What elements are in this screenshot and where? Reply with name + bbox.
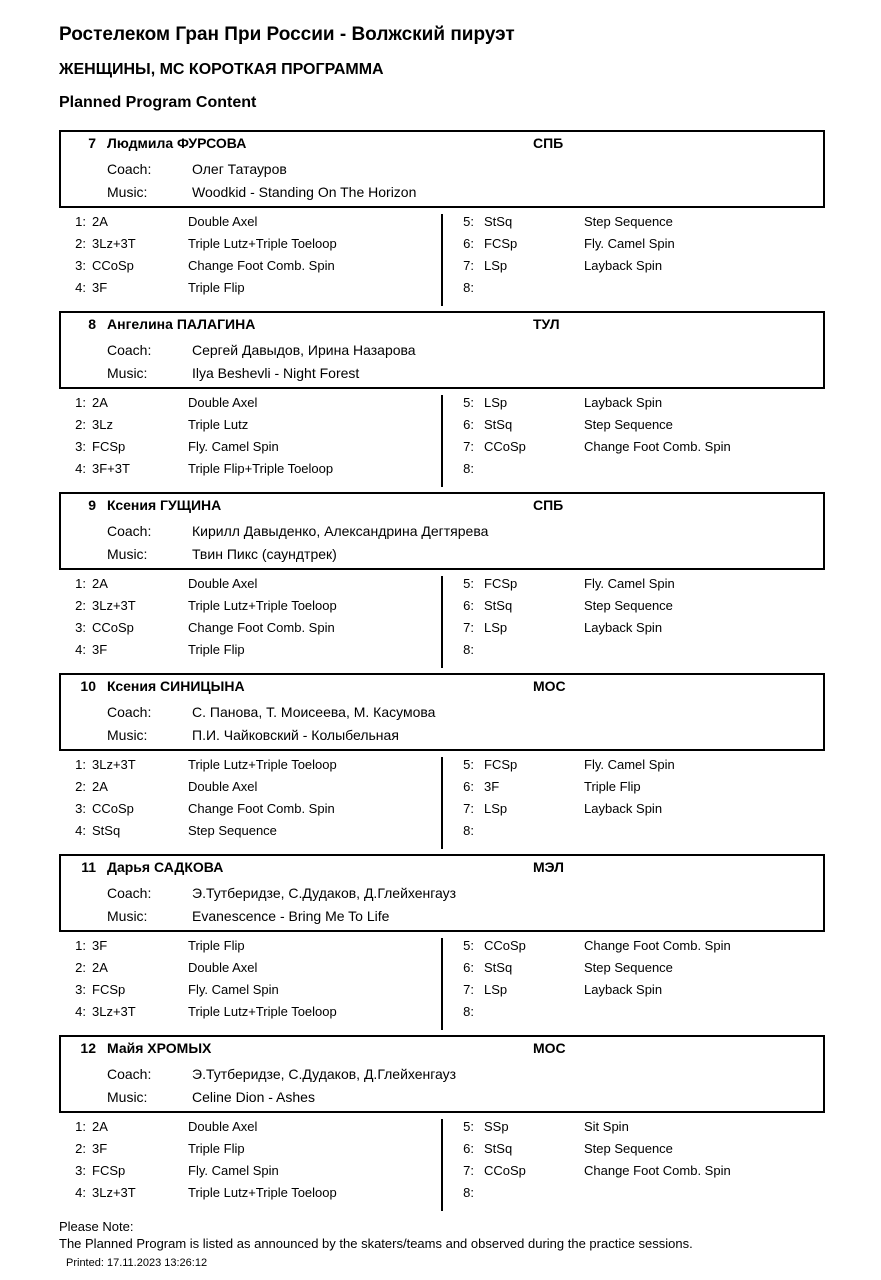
element-number: 2: (75, 417, 86, 432)
music-value: Celine Dion - Ashes (192, 1089, 315, 1105)
element-description: Triple Flip+Triple Toeloop (188, 461, 334, 476)
element-description: Change Foot Comb. Spin (584, 1163, 731, 1178)
element-number: 5: (463, 214, 474, 229)
music-value: Evanescence - Bring Me To Life (192, 908, 390, 924)
element-number: 3: (75, 439, 86, 454)
element-row (0, 236, 881, 256)
element-description: Fly. Camel Spin (188, 1163, 279, 1178)
element-number: 7: (463, 1163, 474, 1178)
element-code: LSp (484, 801, 508, 816)
element-number: 2: (75, 598, 86, 613)
element-code: 3F (92, 1141, 108, 1156)
element-number: 5: (463, 576, 474, 591)
skater-name: Людмила ФУРСОВА (107, 135, 247, 151)
skater-info-box (59, 311, 825, 389)
element-number: 6: (463, 960, 474, 975)
element-row (0, 598, 881, 618)
skater-block (0, 492, 881, 674)
element-number: 8: (463, 1185, 474, 1200)
element-number: 6: (463, 779, 474, 794)
skater-info-box (59, 492, 825, 570)
element-description: Triple Lutz+Triple Toeloop (188, 757, 337, 772)
music-value: Твин Пикс (саундтрек) (192, 546, 337, 562)
coach-value: С. Панова, Т. Моисеева, М. Касумова (192, 704, 436, 720)
element-code: FCSp (484, 757, 518, 772)
element-number: 8: (463, 823, 474, 838)
element-description: Triple Lutz+Triple Toeloop (188, 236, 337, 251)
element-code: LSp (484, 258, 508, 273)
element-row (0, 258, 881, 278)
coach-value: Сергей Давыдов, Ирина Назарова (192, 342, 416, 358)
element-code: 2A (92, 395, 108, 410)
element-code: SSp (484, 1119, 509, 1134)
element-description: Change Foot Comb. Spin (188, 620, 335, 635)
element-code: FCSp (92, 439, 126, 454)
coach-label: Coach: (107, 342, 152, 358)
element-number: 7: (463, 982, 474, 997)
element-list (0, 576, 881, 672)
element-description: Step Sequence (584, 960, 673, 975)
start-number: 10 (80, 678, 96, 694)
element-description: Triple Lutz (188, 417, 249, 432)
element-number: 3: (75, 1163, 86, 1178)
element-code: 3Lz+3T (92, 1004, 136, 1019)
element-description: Layback Spin (584, 801, 663, 816)
start-number: 9 (88, 497, 96, 513)
element-number: 6: (463, 236, 474, 251)
element-description: Triple Flip (584, 779, 641, 794)
element-description: Change Foot Comb. Spin (188, 801, 335, 816)
skater-name: Ксения ГУЩИНА (107, 497, 222, 513)
element-code: StSq (484, 1141, 513, 1156)
element-code: CCoSp (92, 258, 134, 273)
element-code: LSp (484, 620, 508, 635)
element-number: 3: (75, 258, 86, 273)
element-list (0, 395, 881, 491)
element-code: 3F (92, 280, 108, 295)
element-description: Triple Flip (188, 938, 245, 953)
skater-nation: СПБ (533, 497, 564, 513)
element-row (0, 779, 881, 799)
element-number: 8: (463, 461, 474, 476)
element-code: StSq (484, 598, 513, 613)
element-code: 2A (92, 779, 108, 794)
element-description: Layback Spin (584, 258, 663, 273)
element-description: Triple Lutz+Triple Toeloop (188, 1185, 337, 1200)
element-number: 4: (75, 1004, 86, 1019)
coach-label: Coach: (107, 704, 152, 720)
coach-value: Э.Тутберидзе, С.Дудаков, Д.Глейхенгауз (192, 885, 457, 901)
skater-info-box (59, 1035, 825, 1113)
element-code: FCSp (92, 1163, 126, 1178)
music-label: Music: (107, 365, 148, 381)
element-code: 3F (92, 938, 108, 953)
start-number: 8 (88, 316, 96, 332)
element-row (0, 1141, 881, 1161)
element-description: Triple Flip (188, 1141, 245, 1156)
note-text: The Planned Program is listed as announced by the skaters/teams and observed during the practice sessions. (59, 1236, 693, 1251)
element-row (0, 620, 881, 640)
element-code: CCoSp (92, 801, 134, 816)
element-number: 6: (463, 1141, 474, 1156)
element-number: 8: (463, 642, 474, 657)
element-description: Fly. Camel Spin (584, 576, 675, 591)
element-code: 2A (92, 1119, 108, 1134)
element-number: 1: (75, 395, 86, 410)
note-title: Please Note: (59, 1219, 134, 1234)
element-row (0, 576, 881, 596)
element-number: 3: (75, 620, 86, 635)
element-row (0, 642, 881, 662)
element-description: Double Axel (188, 1119, 258, 1134)
element-code: StSq (92, 823, 121, 838)
element-code: StSq (484, 417, 513, 432)
document-title: Ростелеком Гран При России - Волжский пируэт (59, 24, 515, 45)
skater-block (0, 673, 881, 855)
skater-nation: МОС (533, 678, 566, 694)
start-number: 7 (88, 135, 96, 151)
element-number: 8: (463, 280, 474, 295)
element-code: 3Lz (92, 417, 113, 432)
element-row (0, 1004, 881, 1024)
skater-info-box (59, 673, 825, 751)
element-number: 4: (75, 642, 86, 657)
element-number: 3: (75, 982, 86, 997)
element-description: Change Foot Comb. Spin (584, 439, 731, 454)
element-number: 1: (75, 576, 86, 591)
element-description: Triple Lutz+Triple Toeloop (188, 598, 337, 613)
element-number: 7: (463, 258, 474, 273)
element-code: StSq (484, 960, 513, 975)
element-number: 4: (75, 280, 86, 295)
element-description: Triple Flip (188, 642, 245, 657)
element-row (0, 801, 881, 821)
element-code: 3Lz+3T (92, 236, 136, 251)
element-code: CCoSp (484, 439, 526, 454)
element-list (0, 1119, 881, 1215)
element-number: 4: (75, 1185, 86, 1200)
element-code: 3F+3T (92, 461, 130, 476)
element-description: Fly. Camel Spin (188, 982, 279, 997)
start-number: 12 (80, 1040, 96, 1056)
element-number: 7: (463, 620, 474, 635)
element-description: Change Foot Comb. Spin (584, 938, 731, 953)
music-label: Music: (107, 908, 148, 924)
element-list (0, 214, 881, 310)
skater-nation: ТУЛ (533, 316, 560, 332)
element-row (0, 1119, 881, 1139)
element-number: 8: (463, 1004, 474, 1019)
element-description: Double Axel (188, 779, 258, 794)
element-code: 2A (92, 576, 108, 591)
coach-value: Кирилл Давыденко, Александрина Дегтярева (192, 523, 489, 539)
section-title: Planned Program Content (59, 94, 257, 111)
element-code: CCoSp (92, 620, 134, 635)
element-number: 5: (463, 1119, 474, 1134)
element-number: 4: (75, 823, 86, 838)
element-code: 3F (92, 642, 108, 657)
element-number: 1: (75, 938, 86, 953)
element-number: 1: (75, 1119, 86, 1134)
element-row (0, 1185, 881, 1205)
element-description: Step Sequence (584, 417, 673, 432)
element-description: Fly. Camel Spin (584, 236, 675, 251)
coach-label: Coach: (107, 885, 152, 901)
element-code: 2A (92, 214, 108, 229)
coach-label: Coach: (107, 523, 152, 539)
element-number: 2: (75, 779, 86, 794)
element-number: 6: (463, 598, 474, 613)
element-code: LSp (484, 982, 508, 997)
start-number: 11 (81, 859, 96, 875)
element-number: 2: (75, 960, 86, 975)
music-label: Music: (107, 1089, 148, 1105)
element-description: Triple Lutz+Triple Toeloop (188, 1004, 337, 1019)
element-row (0, 938, 881, 958)
skater-nation: СПБ (533, 135, 564, 151)
element-description: Sit Spin (584, 1119, 629, 1134)
element-code: 3Lz+3T (92, 1185, 136, 1200)
element-code: 2A (92, 960, 108, 975)
element-code: StSq (484, 214, 513, 229)
element-number: 3: (75, 801, 86, 816)
element-row (0, 214, 881, 234)
music-label: Music: (107, 546, 148, 562)
element-row (0, 395, 881, 415)
music-value: П.И. Чайковский - Колыбельная (192, 727, 399, 743)
element-code: CCoSp (484, 938, 526, 953)
skater-block (0, 1035, 881, 1217)
music-label: Music: (107, 727, 148, 743)
element-description: Double Axel (188, 576, 258, 591)
coach-value: Олег Татауров (192, 161, 287, 177)
element-number: 2: (75, 236, 86, 251)
element-row (0, 823, 881, 843)
skater-name: Ксения СИНИЦЫНА (107, 678, 245, 694)
element-code: FCSp (484, 576, 518, 591)
element-number: 5: (463, 757, 474, 772)
element-description: Step Sequence (584, 598, 673, 613)
coach-label: Coach: (107, 161, 152, 177)
element-code: FCSp (92, 982, 126, 997)
skater-block (0, 311, 881, 493)
event-subtitle: ЖЕНЩИНЫ, МС КОРОТКАЯ ПРОГРАММА (59, 61, 384, 78)
skater-name: Майя ХРОМЫХ (107, 1040, 212, 1056)
element-row (0, 757, 881, 777)
element-description: Layback Spin (584, 395, 663, 410)
music-label: Music: (107, 184, 148, 200)
element-description: Double Axel (188, 395, 258, 410)
element-description: Double Axel (188, 960, 258, 975)
element-number: 5: (463, 395, 474, 410)
music-value: Ilya Beshevli - Night Forest (192, 365, 360, 381)
element-row (0, 461, 881, 481)
element-row (0, 280, 881, 300)
element-number: 1: (75, 214, 86, 229)
coach-value: Э.Тутберидзе, С.Дудаков, Д.Глейхенгауз (192, 1066, 457, 1082)
element-description: Fly. Camel Spin (188, 439, 279, 454)
element-row (0, 417, 881, 437)
element-code: CCoSp (484, 1163, 526, 1178)
element-description: Double Axel (188, 214, 258, 229)
element-code: 3F (484, 779, 500, 794)
printed-timestamp: Printed: 17.11.2023 13:26:12 (66, 1257, 208, 1269)
element-row (0, 439, 881, 459)
element-row (0, 982, 881, 1002)
element-description: Layback Spin (584, 982, 663, 997)
element-number: 2: (75, 1141, 86, 1156)
element-number: 1: (75, 757, 86, 772)
element-code: LSp (484, 395, 508, 410)
element-row (0, 960, 881, 980)
skater-name: Ангелина ПАЛАГИНА (107, 316, 256, 332)
element-list (0, 938, 881, 1034)
skater-nation: МЭЛ (533, 859, 564, 875)
skater-block (0, 854, 881, 1036)
music-value: Woodkid - Standing On The Horizon (192, 184, 417, 200)
element-code: 3Lz+3T (92, 757, 136, 772)
element-description: Fly. Camel Spin (584, 757, 675, 772)
element-code: 3Lz+3T (92, 598, 136, 613)
skater-info-box (59, 854, 825, 932)
skater-name: Дарья САДКОВА (107, 859, 224, 875)
coach-label: Coach: (107, 1066, 152, 1082)
element-number: 5: (463, 938, 474, 953)
element-list (0, 757, 881, 853)
skater-nation: МОС (533, 1040, 566, 1056)
element-row (0, 1163, 881, 1183)
element-number: 6: (463, 417, 474, 432)
element-code: FCSp (484, 236, 518, 251)
element-number: 7: (463, 439, 474, 454)
skater-block (0, 130, 881, 312)
element-description: Change Foot Comb. Spin (188, 258, 335, 273)
element-description: Triple Flip (188, 280, 245, 295)
element-description: Step Sequence (584, 214, 673, 229)
element-number: 7: (463, 801, 474, 816)
skater-info-box (59, 130, 825, 208)
element-description: Layback Spin (584, 620, 663, 635)
element-number: 4: (75, 461, 86, 476)
element-description: Step Sequence (188, 823, 277, 838)
element-description: Step Sequence (584, 1141, 673, 1156)
